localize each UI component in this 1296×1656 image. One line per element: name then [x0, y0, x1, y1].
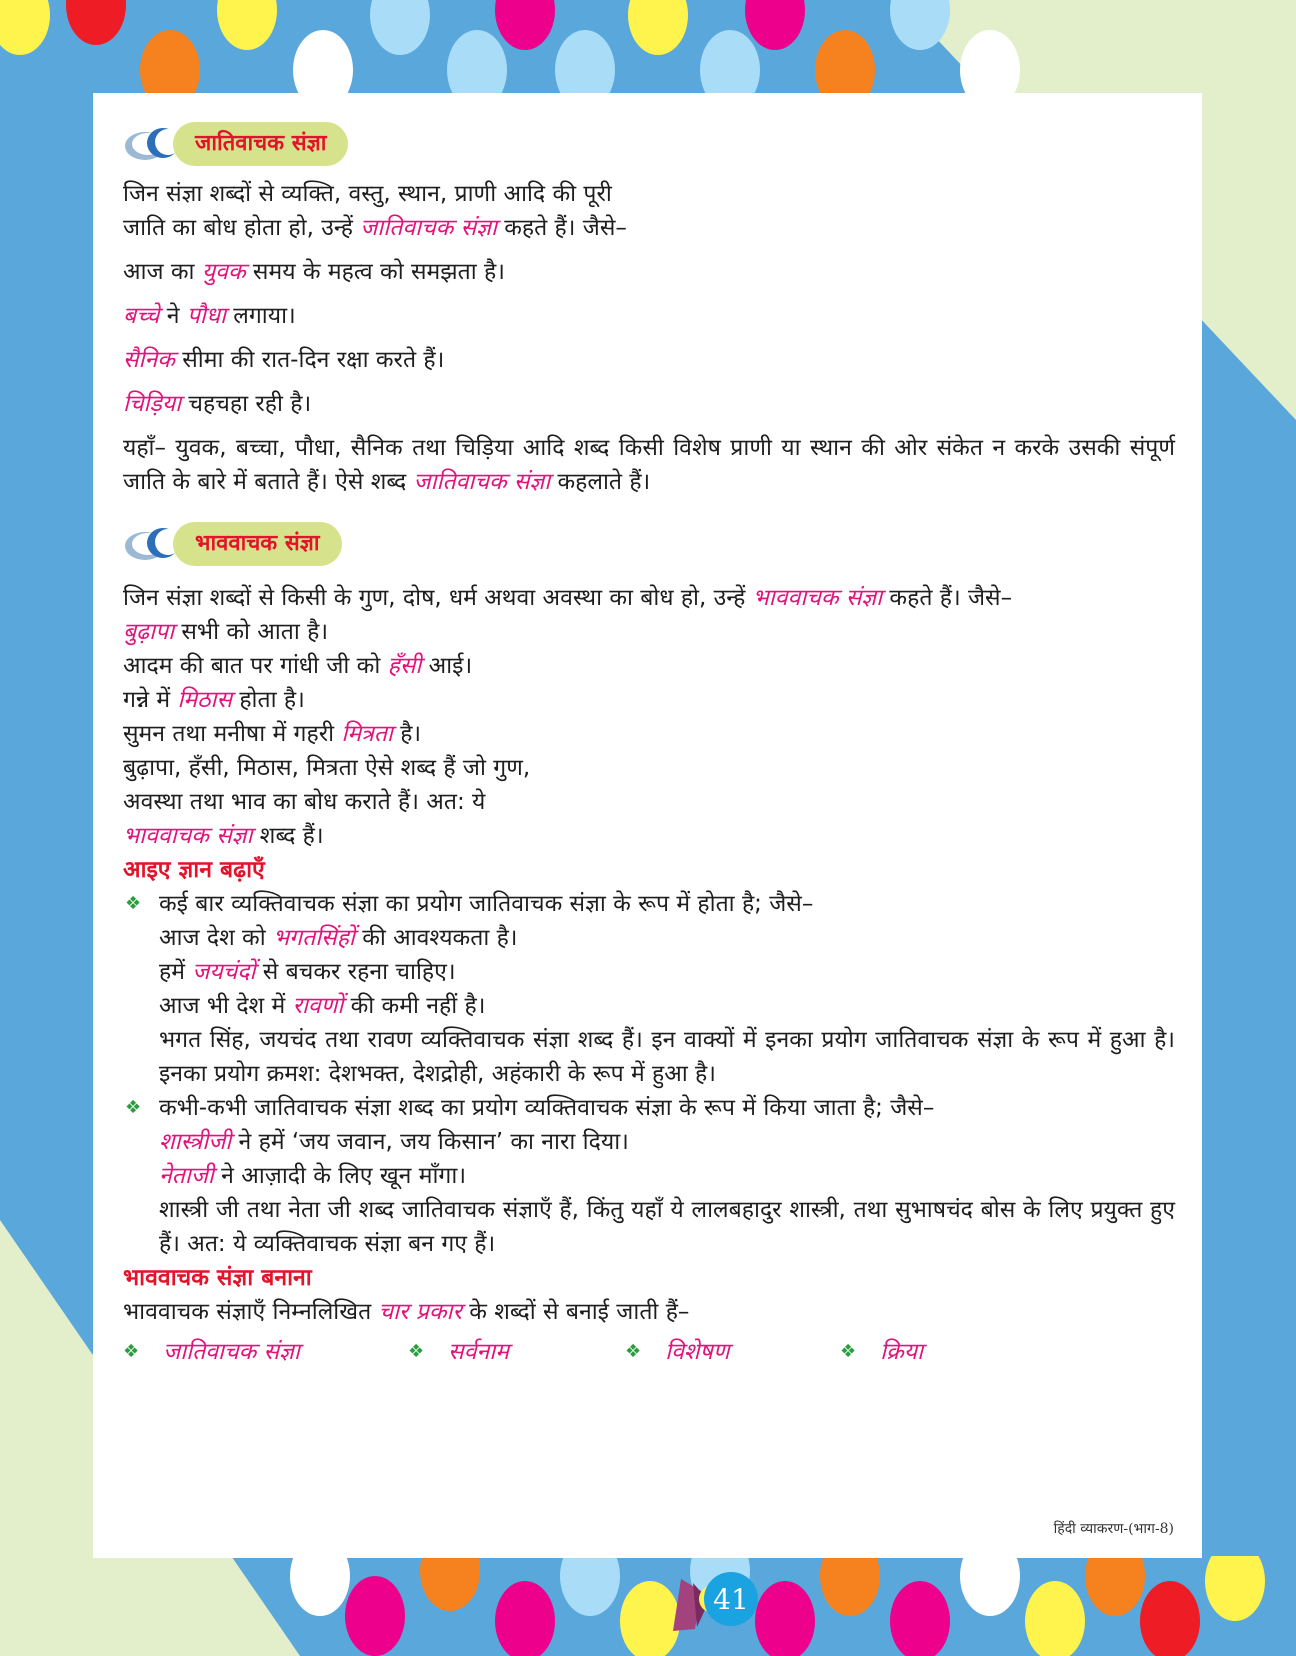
example-sentence: आदम की बात पर गांधी जी को हँसी आई। [123, 653, 473, 679]
highlight-term: जयचंदों [192, 959, 256, 985]
making-intro: भाववाचक संज्ञाएँ निम्नलिखित चार प्रकार के शब्दों से बनाई जाती हैं– [123, 1299, 690, 1325]
section-heading-bhavvachak [123, 521, 1175, 567]
knowledge-heading: आइए ज्ञान बढ़ाएँ [123, 857, 265, 883]
bullet-summary: भगत सिंह, जयचंद तथा रावण व्यक्तिवाचक संज्ञा शब्द हैं। इन वाक्यों में इनका प्रयोग जातिवाचक संज्ञा के रूप में हुआ है। इनका प्रयोग क्रमश: देशभक्त, देशद्रोही, अहंकारी के रूप में हुआ है। [159, 1027, 1175, 1087]
highlight-term: चिड़िया [123, 391, 182, 417]
definition-line: जिन संज्ञा शब्दों से व्यक्ति, वस्तु, स्थान, प्राणी आदि की पूरी [123, 181, 612, 207]
section-title: भाववाचक संज्ञा [173, 522, 342, 566]
diamond-bullet-icon: ❖ [123, 1341, 140, 1362]
book-page [93, 93, 1202, 1616]
word-type-label: क्रिया [880, 1339, 924, 1365]
highlight-term: शास्त्रीजी [159, 1129, 232, 1155]
highlight-term: मित्रता [341, 721, 393, 747]
example-sentence: नेताजी ने आज़ादी के लिए खून माँगा। [159, 1163, 467, 1189]
highlight-term: भाववाचक संज्ञा [752, 585, 883, 611]
example-sentence: गन्ने में मिठास होता है। [123, 687, 305, 713]
word-type-item [625, 1335, 840, 1369]
page-content [123, 121, 1175, 1369]
page-number-badge [671, 1571, 771, 1633]
knowledge-bullet [123, 887, 1175, 1091]
highlight-term: नेताजी [159, 1163, 214, 1189]
highlight-term: भाववाचक संज्ञा [123, 823, 253, 849]
bullet-text: कभी-कभी जातिवाचक संज्ञा शब्द का प्रयोग व्यक्तिवाचक संज्ञा के रूप में किया जाता है; जैसे– [159, 1095, 935, 1121]
example-sentence: सुमन तथा मनीषा में गहरी मित्रता है। [123, 721, 422, 747]
definition-paragraph: जिन संज्ञा शब्दों से किसी के गुण, दोष, धर्म अथवा अवस्था का बोध हो, उन्हें भाववाचक संज्ञा कहते हैं। जैसे– [123, 585, 1013, 611]
word-types-list [123, 1335, 1175, 1369]
word-type-item [840, 1335, 923, 1369]
definition-line: जाति का बोध होता हो, उन्हें जातिवाचक संज्ञा कहते हैं। जैसे– [123, 215, 627, 241]
diamond-bullet-icon: ❖ [125, 1097, 142, 1118]
summary-line: बुढ़ापा, हँसी, मिठास, मित्रता ऐसे शब्द हैं जो गुण, [123, 755, 531, 781]
example-sentence: शास्त्रीजी ने हमें ‘जय जवान, जय किसान’ का नारा दिया। [159, 1129, 629, 1155]
section-title: जातिवाचक संज्ञा [173, 122, 348, 166]
word-type-label: विशेषण [665, 1339, 730, 1365]
example-sentence: सैनिक सीमा की रात-दिन रक्षा करते हैं। [123, 347, 445, 373]
book-title-footer: हिंदी व्याकरण-(भाग-8) [1053, 1521, 1174, 1537]
word-type-item [123, 1335, 408, 1369]
highlight-term: पौधा [186, 303, 226, 329]
summary-paragraph: यहाँ– युवक, बच्चा, पौधा, सैनिक तथा चिड़िया आदि शब्द किसी विशेष प्राणी या स्थान की ओर संकेत न करके उसकी संपूर्ण जाति के बारे में बताते हैं। ऐसे शब्द जातिवाचक संज्ञा कहलाते हैं। [123, 435, 1175, 495]
bottom-dot-border [0, 1556, 1296, 1656]
bullet-text: कई बार व्यक्तिवाचक संज्ञा का प्रयोग जातिवाचक संज्ञा के रूप में होता है; जैसे– [159, 891, 814, 917]
bullet-summary: शास्त्री जी तथा नेता जी शब्द जातिवाचक संज्ञाएँ हैं, किंतु यहाँ ये लालबहादुर शास्त्री, तथा सुभाषचंद बोस के लिए प्रयुक्त हुए हैं। अत: ये व्यक्तिवाचक संज्ञा बन गए हैं। [159, 1197, 1175, 1257]
highlight-term: हँसी [387, 653, 422, 679]
highlight-term: रावणों [292, 993, 344, 1019]
highlight-term: मिठास [177, 687, 233, 713]
highlight-term: सैनिक [123, 347, 175, 373]
page-number-graphic [671, 1571, 771, 1633]
example-sentence: हमें जयचंदों से बचकर रहना चाहिए। [159, 959, 456, 985]
diamond-bullet-icon: ❖ [408, 1341, 425, 1362]
example-sentence: बच्चे ने पौधा लगाया। [123, 303, 296, 329]
page-number: 41 [713, 1583, 749, 1616]
example-sentence: आज भी देश में रावणों की कमी नहीं है। [159, 993, 486, 1019]
highlight-term: जातिवाचक संज्ञा [360, 215, 497, 241]
highlight-term: बुढ़ापा [123, 619, 175, 645]
diamond-bullet-icon: ❖ [625, 1341, 642, 1362]
highlight-term: बच्चे [123, 303, 160, 329]
making-heading: भाववाचक संज्ञा बनाना [123, 1265, 312, 1291]
diamond-bullet-icon: ❖ [125, 893, 142, 914]
highlight-term: जातिवाचक संज्ञा [413, 469, 551, 495]
example-sentence: चिड़िया चहचहा रही है। [123, 391, 312, 417]
word-type-label: जातिवाचक संज्ञा [163, 1339, 300, 1365]
highlight-term: युवक [201, 259, 246, 285]
example-sentence: बुढ़ापा सभी को आता है। [123, 619, 329, 645]
highlight-term: भगतसिंहों [272, 925, 355, 951]
word-type-label: सर्वनाम [448, 1339, 509, 1365]
example-sentence: आज का युवक समय के महत्व को समझता है। [123, 259, 505, 285]
example-sentence: आज देश को भगतसिंहों की आवश्यकता है। [159, 925, 518, 951]
top-dot-border [0, 0, 1296, 100]
diamond-bullet-icon: ❖ [840, 1341, 857, 1362]
section-heading-jativachak [123, 121, 1175, 167]
word-type-item [408, 1335, 625, 1369]
knowledge-bullet [123, 1091, 1175, 1261]
summary-line: अवस्था तथा भाव का बोध कराते हैं। अत: ये [123, 789, 486, 815]
highlight-term: चार प्रकार [378, 1299, 462, 1325]
summary-line: भाववाचक संज्ञा शब्द हैं। [123, 823, 324, 849]
